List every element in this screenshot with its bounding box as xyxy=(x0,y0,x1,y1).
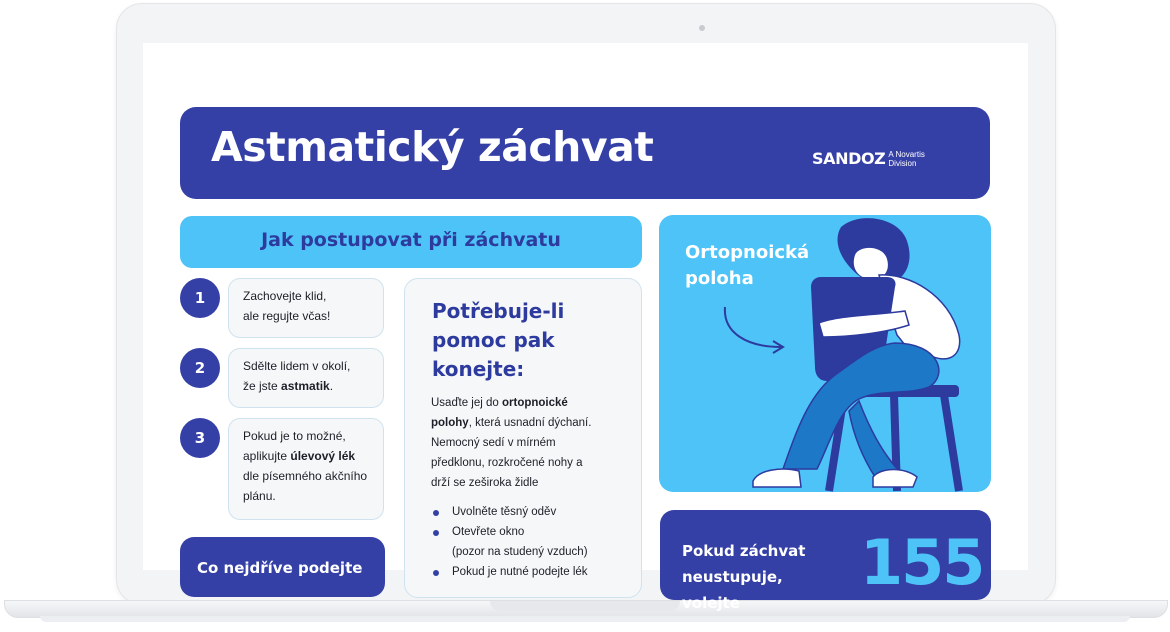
step-number-2: 2 xyxy=(180,348,220,388)
list-item: Uvolněte těsný oděv xyxy=(431,502,631,522)
step-number-1: 1 xyxy=(180,278,220,318)
emergency-text: Pokud záchvat neustupuje, volejte xyxy=(682,542,806,612)
brand-logo xyxy=(812,149,925,168)
help-panel-title: Potřebuje-li pomoc pak konejte: xyxy=(432,299,565,381)
laptop-notch xyxy=(490,601,680,611)
first-aid-card-label: Co nejdříve podejte xyxy=(197,559,363,577)
brand-subtitle xyxy=(888,150,924,168)
shoe-left xyxy=(753,469,801,487)
help-panel-intro xyxy=(431,393,631,493)
step-number-3: 3 xyxy=(180,418,220,458)
intro-bold-2: polohy xyxy=(431,417,469,429)
header-banner xyxy=(180,107,990,199)
step-3-line2-bold: úlevový lék xyxy=(290,449,356,463)
brand-sub-line1: A Novartis xyxy=(888,149,925,159)
steps-section-title: Jak postupovat při záchvatu xyxy=(261,229,561,251)
help-panel xyxy=(404,278,642,598)
illustration-label-line2: poloha xyxy=(685,268,754,289)
list-item: Pokud je nutné podejte lék xyxy=(431,562,631,582)
intro-line-5: drží se zeširoka židle xyxy=(431,477,539,489)
shoe-right xyxy=(873,470,917,488)
brand-name: SANDOZ xyxy=(812,149,886,168)
step-3-line4: plánu. xyxy=(243,489,276,503)
intro-bold-1: ortopnoické xyxy=(502,397,568,409)
help-panel-list xyxy=(431,502,631,582)
step-3-line2-pre: aplikujte xyxy=(243,449,291,463)
arrow-icon xyxy=(725,307,781,347)
camera-dot xyxy=(699,25,705,31)
step-card-2 xyxy=(228,348,384,408)
intro-line-4: předklonu, rozkročené nohy a xyxy=(431,457,583,469)
person-sitting-illustration xyxy=(659,215,991,492)
page-title: Astmatický záchvat xyxy=(211,123,654,171)
illustration-label-line1: Ortopnoická xyxy=(685,242,810,263)
intro-line-3: Nemocný sedí v mírném xyxy=(431,437,556,449)
step-card-3 xyxy=(228,418,384,520)
step-3-line3: dle písemného akčního xyxy=(243,469,368,483)
step-1-line1: Zachovejte klid, xyxy=(243,289,327,303)
step-3-line1: Pokud je to možné, xyxy=(243,429,346,443)
step-2-line2-pre: že jste xyxy=(243,379,282,393)
list-item: Otevřete okno xyxy=(431,522,631,542)
intro-pre: Usaďte jej do xyxy=(431,397,502,409)
step-2-line2-bold: astmatik xyxy=(281,379,330,393)
orthopnea-illustration-card xyxy=(659,215,991,492)
first-aid-card xyxy=(180,537,385,597)
emergency-number: 155 xyxy=(860,526,984,599)
screen xyxy=(143,43,1028,612)
laptop-foot xyxy=(40,616,1130,622)
intro-post-1: , která usnadní dýchaní. xyxy=(468,417,592,429)
step-2-line1: Sdělte lidem v okolí, xyxy=(243,359,351,373)
list-item-continuation: (pozor na studený vzduch) xyxy=(452,546,588,558)
step-1-line2: ale regujte včas! xyxy=(243,309,331,323)
step-card-1 xyxy=(228,278,384,338)
steps-section-header xyxy=(180,216,642,268)
emergency-card xyxy=(660,510,991,612)
step-2-line2-post: . xyxy=(329,379,334,393)
brand-sub-line2: Division xyxy=(888,158,917,168)
